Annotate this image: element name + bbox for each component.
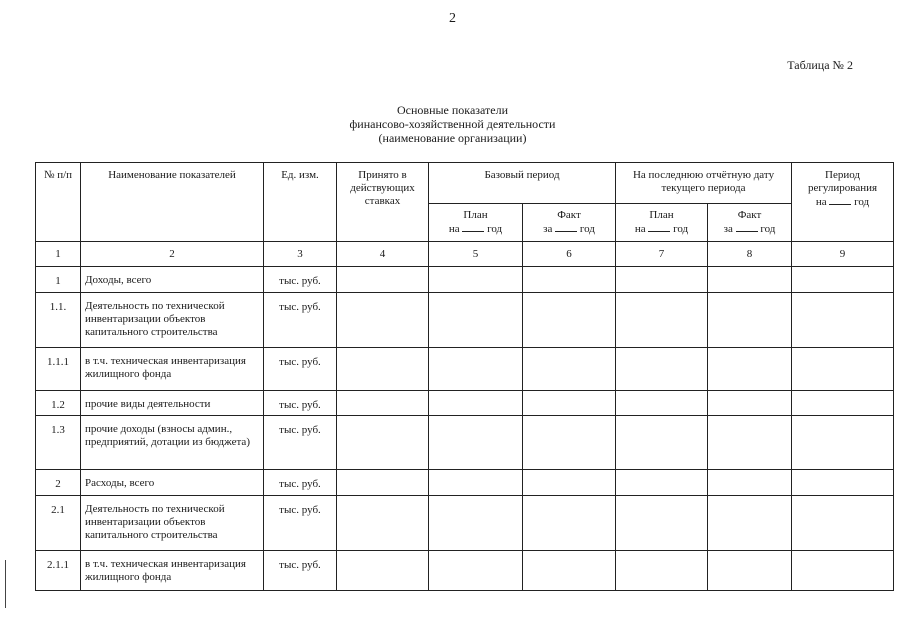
value-cell (616, 391, 708, 416)
value-cell (429, 391, 523, 416)
na-label: на (634, 223, 646, 235)
header-accepted: Принято в действующих ставках (337, 163, 429, 242)
blank-line (555, 222, 577, 232)
god-label: год (760, 223, 776, 235)
row-name: прочие виды деятельности (81, 391, 264, 416)
value-cell (616, 496, 708, 551)
title-line: финансово-хозяйственной деятельности (349, 117, 556, 131)
fact-label: Факт (557, 209, 581, 221)
column-number: 1 (36, 242, 81, 267)
value-cell (429, 470, 523, 496)
value-cell (337, 551, 429, 591)
row-name: Доходы, всего (81, 267, 264, 293)
value-cell (708, 348, 792, 391)
blank-line (462, 222, 484, 232)
plan-label: План (649, 209, 674, 221)
row-index: 1.1. (36, 293, 81, 348)
value-cell (708, 470, 792, 496)
column-number: 7 (616, 242, 708, 267)
table-row (36, 293, 894, 348)
header-current-fact (708, 204, 792, 242)
value-cell (523, 391, 616, 416)
value-cell (792, 416, 894, 470)
god-label: год (673, 223, 689, 235)
value-cell (708, 496, 792, 551)
value-cell (337, 391, 429, 416)
regulation-na: на (815, 196, 827, 208)
row-unit: тыс. руб. (264, 267, 337, 293)
row-unit: тыс. руб. (264, 496, 337, 551)
value-cell (792, 496, 894, 551)
value-cell (523, 416, 616, 470)
header-unit: Ед. изм. (264, 163, 337, 242)
value-cell (792, 293, 894, 348)
row-index: 1.1.1 (36, 348, 81, 391)
row-index: 1.2 (36, 391, 81, 416)
row-unit: тыс. руб. (264, 348, 337, 391)
blank-line (648, 222, 670, 232)
value-cell (337, 416, 429, 470)
row-name: в т.ч. техническая инвентаризация жилищного фонда (81, 551, 264, 591)
column-number: 3 (264, 242, 337, 267)
column-number-row (36, 242, 894, 267)
value-cell (523, 267, 616, 293)
value-cell (616, 416, 708, 470)
row-name: прочие доходы (взносы админ., предприятий, дотации из бюджета) (81, 416, 264, 470)
value-cell (337, 293, 429, 348)
header-row (36, 163, 894, 204)
table-row (36, 496, 894, 551)
za-label: за (543, 223, 553, 235)
row-unit: тыс. руб. (264, 416, 337, 470)
value-cell (523, 470, 616, 496)
page-number: 2 (449, 11, 456, 26)
god-label: год (579, 223, 595, 235)
column-number: 8 (708, 242, 792, 267)
value-cell (616, 293, 708, 348)
column-number: 5 (429, 242, 523, 267)
header-base-period: Базовый период (429, 163, 616, 204)
value-cell (792, 551, 894, 591)
header-current-plan (616, 204, 708, 242)
row-name: Расходы, всего (81, 470, 264, 496)
value-cell (792, 348, 894, 391)
row-index: 2 (36, 470, 81, 496)
value-cell (523, 496, 616, 551)
value-cell (616, 551, 708, 591)
value-cell (429, 416, 523, 470)
value-cell (429, 293, 523, 348)
value-cell (616, 348, 708, 391)
header-regulation (792, 163, 894, 242)
title-line: Основные показатели (396, 103, 509, 117)
value-cell (337, 267, 429, 293)
header-base-plan (429, 204, 523, 242)
regulation-label: Период регулирования (807, 169, 878, 194)
column-number: 6 (523, 242, 616, 267)
column-number: 2 (81, 242, 264, 267)
header-num: № п/п (36, 163, 81, 242)
row-index: 1.3 (36, 416, 81, 470)
value-cell (792, 470, 894, 496)
value-cell (429, 267, 523, 293)
row-index: 1 (36, 267, 81, 293)
table-row (36, 470, 894, 496)
value-cell (616, 470, 708, 496)
value-cell (708, 416, 792, 470)
row-name: Деятельность по технической инвентаризации объектов капитального строительства (81, 293, 264, 348)
row-name: Деятельность по технической инвентаризации объектов капитального строительства (81, 496, 264, 551)
table-row (36, 416, 894, 470)
table-row (36, 391, 894, 416)
header-base-fact (523, 204, 616, 242)
blank-line (736, 222, 758, 232)
column-number: 9 (792, 242, 894, 267)
table-label: Таблица № 2 (787, 58, 853, 72)
na-label: на (448, 223, 460, 235)
value-cell (429, 551, 523, 591)
value-cell (337, 470, 429, 496)
row-unit: тыс. руб. (264, 391, 337, 416)
value-cell (337, 496, 429, 551)
row-index: 2.1 (36, 496, 81, 551)
value-cell (708, 267, 792, 293)
god-label: год (487, 223, 503, 235)
value-cell (708, 293, 792, 348)
scan-edge-mark (5, 560, 6, 608)
table-row (36, 551, 894, 591)
table-row (36, 267, 894, 293)
indicators-table (35, 162, 894, 591)
row-index: 2.1.1 (36, 551, 81, 591)
value-cell (708, 551, 792, 591)
value-cell (708, 391, 792, 416)
value-cell (523, 293, 616, 348)
value-cell (523, 551, 616, 591)
value-cell (337, 348, 429, 391)
value-cell (792, 267, 894, 293)
organization-placeholder: (наименование организации) (378, 131, 527, 145)
value-cell (523, 348, 616, 391)
fact-label: Факт (737, 209, 762, 221)
value-cell (429, 348, 523, 391)
value-cell (429, 496, 523, 551)
column-number: 4 (337, 242, 429, 267)
plan-label: План (463, 209, 488, 221)
row-unit: тыс. руб. (264, 293, 337, 348)
blank-line (829, 195, 851, 205)
regulation-god: год (854, 196, 870, 208)
table-row (36, 348, 894, 391)
header-name: Наименование показателей (81, 163, 264, 242)
za-label: за (723, 223, 733, 235)
row-unit: тыс. руб. (264, 551, 337, 591)
document-title (0, 103, 905, 145)
row-unit: тыс. руб. (264, 470, 337, 496)
value-cell (616, 267, 708, 293)
value-cell (792, 391, 894, 416)
header-last-date: На последнюю отчётную дату текущего периода (616, 163, 792, 204)
row-name: в т.ч. техническая инвентаризация жилищного фонда (81, 348, 264, 391)
